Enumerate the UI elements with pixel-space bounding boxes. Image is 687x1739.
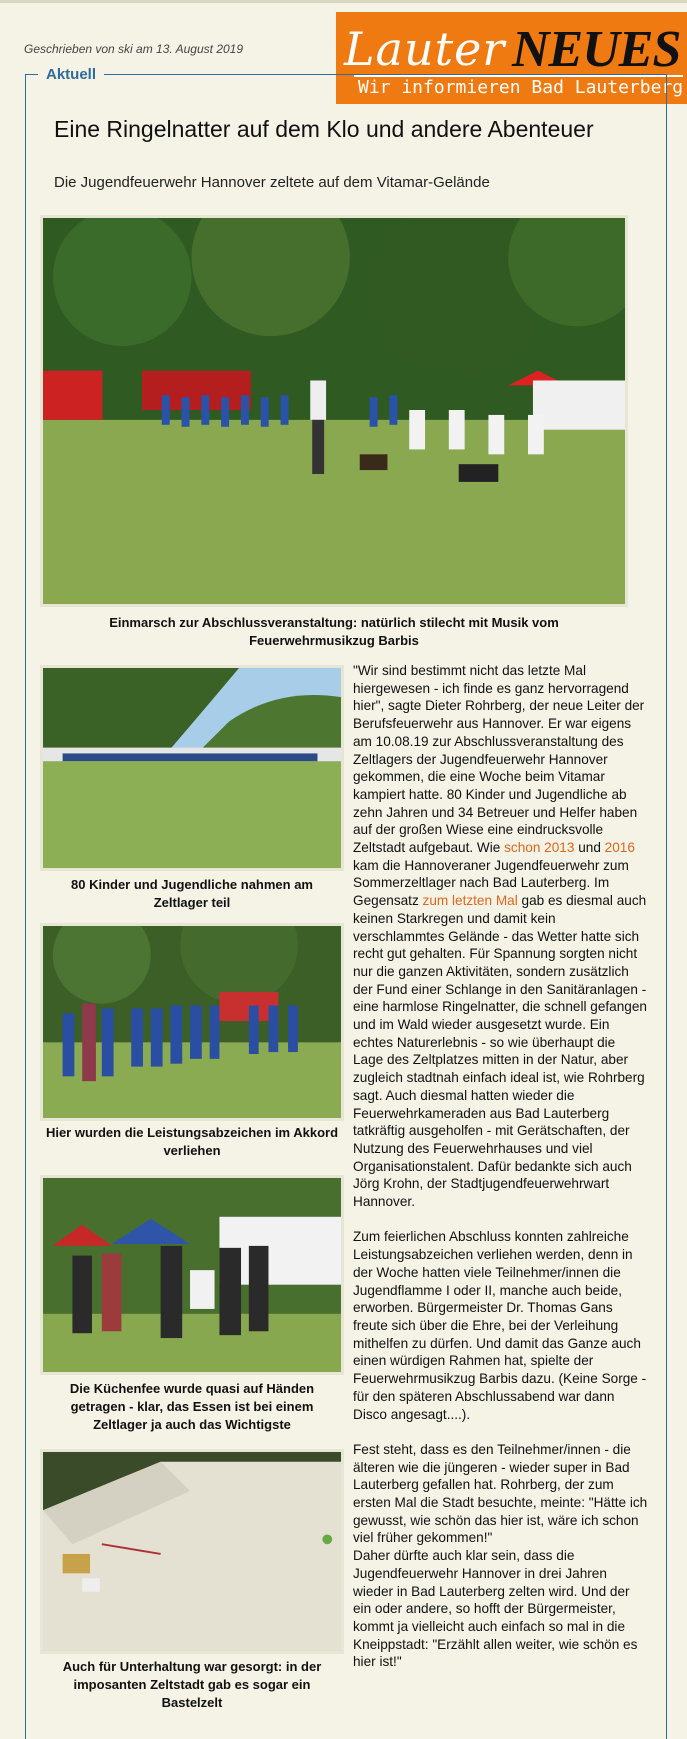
byline: Geschrieben von ski am 13. August 2019 — [24, 42, 244, 56]
side-photo-4[interactable] — [40, 1449, 344, 1654]
side-photo-2-illustration — [43, 926, 341, 1118]
logo-tagline: Wir informieren Bad Lauterberg — [354, 75, 683, 98]
side-photo-2-caption: Hier wurden die Leistungsabzeichen im Akkord verliehen — [45, 1125, 339, 1158]
logo-word-neues: NEUES — [512, 21, 681, 78]
article-subtitle: Die Jugendfeuerwehr Hannover zeltete auf dem Vitamar-Gelände — [54, 174, 490, 191]
main-photo-illustration — [43, 218, 625, 604]
side-photo-2[interactable] — [40, 923, 344, 1121]
link-schon-2013[interactable]: schon 2013 — [504, 840, 575, 856]
side-photo-3[interactable] — [40, 1175, 344, 1375]
side-photo-4-caption: Auch für Unterhaltung war gesorgt: in der imposanten Zeltstadt gab es sogar ein Bastelzelt — [62, 1659, 322, 1710]
link-2016[interactable]: 2016 — [604, 840, 635, 856]
article-paragraph-1: "Wir sind bestimmt nicht das letzte Mal hiergewesen - ich finde es ganz hervorragend hier", sagte Dieter Rohrberg, der neue Leiter der Berufsfeuerwehr aus Hannover. Er war eigens am 10.08.19 zur Abschlussveranstaltung des Zeltlagers der Jugendfeuerwehr Hannover gekommen, die eine Woche beim Vitamar kampiert hatte. 80 Kinder und Jugendliche ab zehn Jahren und 34 Betreuer und Helfer haben auf der großen Wiese eine eindrucksvolle Zeltstadt aufgebaut. Wie schon 2013 und 2016 kam die Hannoveraner Jugendfeuerwehr zum Sommerzeltlager nach Bad Lauterberg. Im Gegensatz zum letzten Mal gab es diesmal auch keinen Starkregen und damit kein verschlammtes Gelände - das Wetter hatte sich recht gut gehalten. Für Spannung sorgten nicht nur die ganzen Aktivitäten, sondern zusätzlich der Fund einer Schlange in den Sanitäranlagen - eine harmlose Ringelnatter, die schnell gefangen und im Wald wieder ausgesetzt wurde. Ein echtes Naturerlebnis - so wie überhaupt die Lage des Zeltplatzes mitten in der Natur, aber zugleich stadtnah einfach ideal ist, wie Rohrberg sagt. Auch diesmal hatten wieder die Feuerwehrkameraden aus Bad Lauterberg tatkräftig ausgeholfen - mit Gerätschaften, der Nutzung des Feuerwehrhauses und viel Organisationstalent. Dafür bedankte sich auch Jörg Krohn, der Stadtjugendfeuerwehrwart Hannover. — [353, 663, 647, 1210]
article-body — [353, 662, 649, 1689]
link-zum-letzten-mal[interactable]: zum letzten Mal — [422, 893, 518, 909]
article-title: Eine Ringelnatter auf dem Klo und andere Abenteuer — [54, 116, 594, 142]
article-paragraph-3: Fest steht, dass es den Teilnehmer/innen - die älteren wie die jüngeren - wieder super in Bad Lauterberg gefallen hat. Rohrberg, der zum ersten Mal die Stadt besuchte, meinte: "Hätte ich gewusst, wie schön das hier ist, wäre ich schon viel früher gekommen!" — [353, 1441, 648, 1546]
side-photo-3-caption: Die Küchenfee wurde quasi auf Händen getragen - klar, das Essen ist bei einem Zeltlager ja auch das Wichtigste — [69, 1381, 315, 1432]
side-photo-1[interactable] — [40, 665, 344, 871]
side-photo-3-illustration — [43, 1178, 341, 1372]
main-photo[interactable] — [40, 215, 628, 607]
section-label[interactable]: Aktuell — [38, 66, 104, 83]
side-photo-1-caption: 80 Kinder und Jugendliche nahmen am Zeltlager teil — [71, 877, 313, 910]
logo-word-lauter: Lauter — [344, 22, 506, 76]
article-paragraph-4: Daher dürfte auch klar sein, dass die Jugendfeuerwehr Hannover in drei Jahren wieder in Bad Lauterberg zelten wird. Und der ein oder andere, so hofft der Bürgermeister, kommt ja vielleicht auch einfach so mal in die Kneippstadt: "Erzählt allen weiter, wie schön es hier ist!" — [353, 1548, 638, 1670]
top-divider — [0, 0, 687, 3]
article-paragraph-2: Zum feierlichen Abschluss konnten zahlreiche Leistungsabzeichen verliehen werden, denn in der Woche hatten viele Teilnehmer/innen die Jugendflamme I oder II, manche auch beide, erworben. Bürgermeister Dr. Thomas Gans freute sich über die Ehre, bei der Verleihung mithelfen zu dürfen. Und damit das Ganze auch einen würdigen Rahmen hat, spielte der Feuerwehrmusikzug Barbis dazu. (Keine Sorge - für den späteren Abschlussabend war dann Disco angesagt....). — [353, 1229, 647, 1422]
side-photo-1-illustration — [43, 668, 341, 868]
side-photo-4-illustration — [43, 1452, 341, 1651]
main-photo-caption: Einmarsch zur Abschlussveranstaltung: natürlich stilecht mit Musik vom Feuerwehrmusikzug Barbis — [109, 615, 559, 648]
